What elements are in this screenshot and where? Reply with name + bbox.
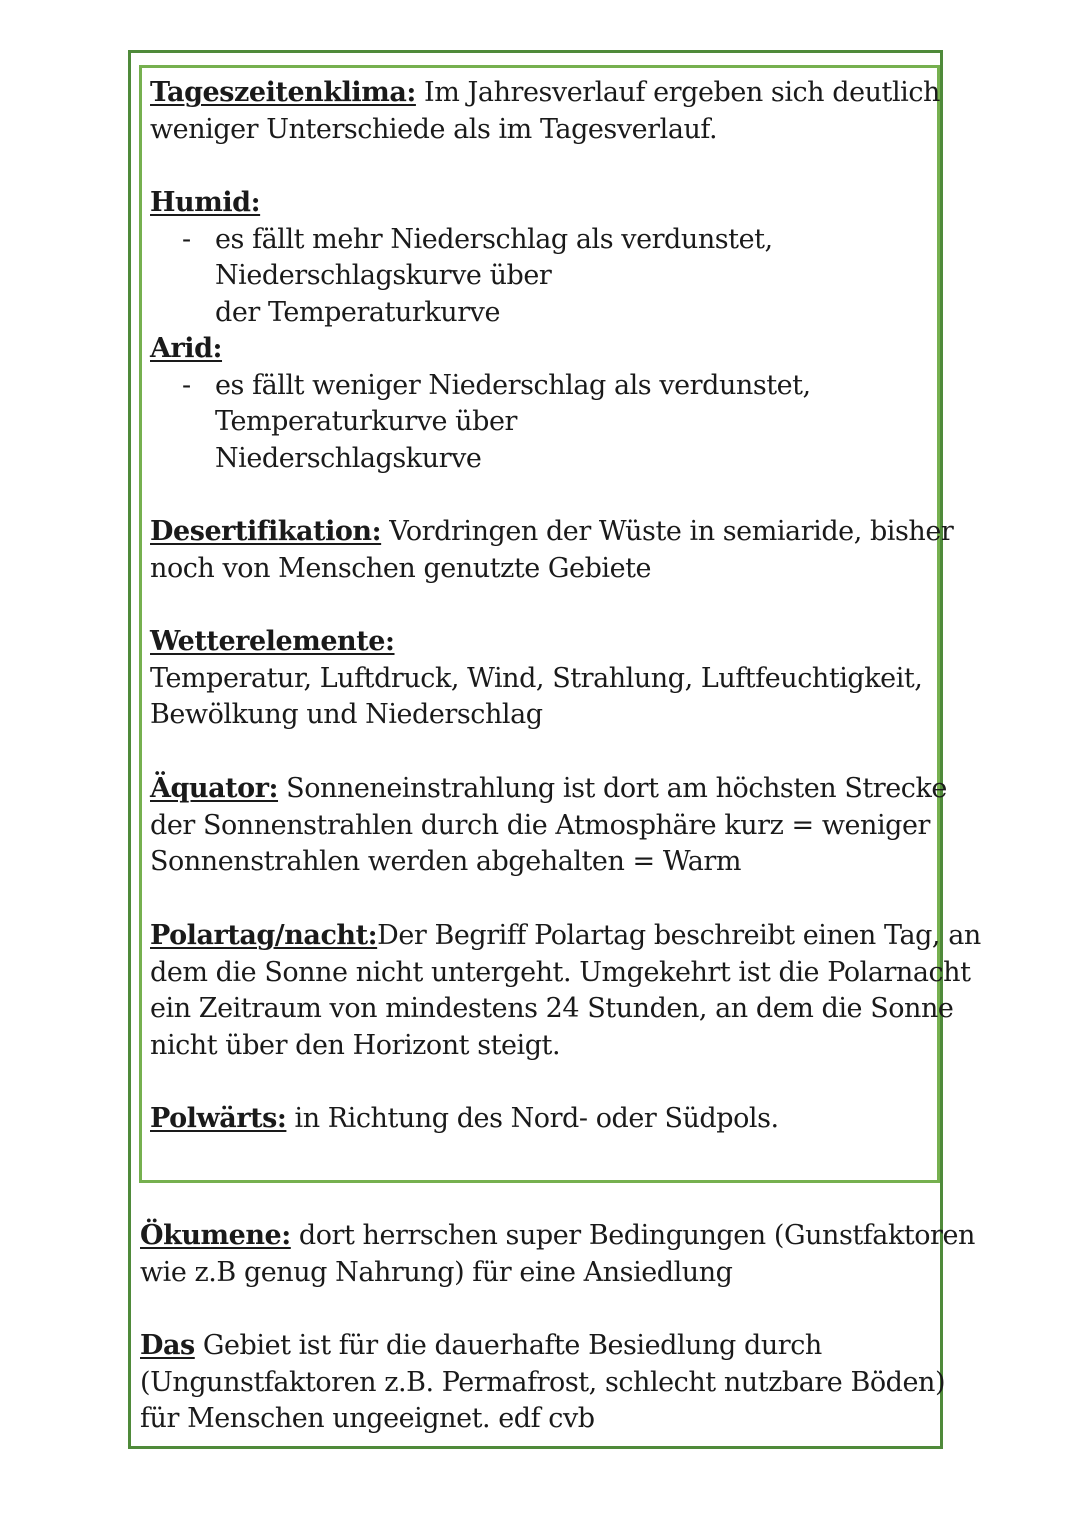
term-humid: Humid: [150,187,261,218]
definition-oekumene [140,1218,975,1291]
definition-aequator [150,771,947,881]
definition-text: (Ungunstfaktoren z.B. Permafrost, schlecht nutzbare Böden) [140,1366,946,1398]
definition-text: dem die Sonne nicht untergeht. Umgekehrt ist die Polarnacht [150,956,971,988]
definition-desertifikation [150,514,953,587]
definition-humid [150,185,773,331]
definition-polartag [150,918,981,1064]
definition-anoekumene [140,1328,945,1438]
definition-text: noch von Menschen genutzte Gebiete [150,552,652,584]
definition-text: der Sonnenstrahlen durch die Atmosphäre kurz = weniger [150,809,930,841]
term-das: Das [140,1330,195,1361]
term-oekumene: Ökumene: [140,1220,291,1251]
definition-text: der Temperaturkurve [215,296,500,328]
term-polartag: Polartag/nacht: [150,920,378,951]
definition-text: wie z.B genug Nahrung) für eine Ansiedlung [140,1256,733,1288]
definition-text: es fällt mehr Niederschlag als verdunstet, [215,223,773,255]
definition-text: nicht über den Horizont steigt. [150,1029,561,1061]
definition-text: dort herrschen super Bedingungen (Gunstfaktoren [290,1220,975,1251]
definition-text: weniger Unterschiede als im Tagesverlauf. [150,113,718,145]
term-arid: Arid: [150,333,223,364]
term-polwaerts: Polwärts: [150,1103,287,1134]
definition-arid [150,331,811,477]
definition-text: ein Zeitraum von mindestens 24 Stunden, an dem die Sonne [150,993,954,1024]
definition-text: Temperatur, Luftdruck, Wind, Strahlung, Luftfeuchtigkeit, [150,662,923,694]
definition-text: Vordringen der Wüste in semiaride, bisher [381,516,954,547]
definition-text: Gebiet ist für die dauerhafte Besiedlung durch [194,1330,822,1361]
definition-text: für Menschen ungeeignet. edf cvb [140,1403,595,1434]
definition-text: Temperaturkurve über [215,406,517,437]
term-tageszeitenklima: Tageszeitenklima: [150,77,416,108]
definition-wetterelemente [150,624,922,734]
term-desertifikation: Desertifikation: [150,516,382,547]
definition-text: es fällt weniger Niederschlag als verdunstet, [215,369,811,401]
definition-text: Niederschlagskurve über [215,260,552,291]
definition-text: Bewölkung und Niederschlag [150,699,543,730]
term-aequator: Äquator: [150,773,279,804]
definition-text: Im Jahresverlauf ergeben sich deutlich [415,77,940,108]
bullet-dash: - [182,223,191,255]
term-wetterelemente: Wetterelemente: [150,626,395,657]
definition-text: Sonneneinstrahlung ist dort am höchsten Strecke [278,773,947,804]
definition-text: in Richtung des Nord- oder Südpols. [286,1103,779,1134]
definition-text: Sonnenstrahlen werden abgehalten = Warm [150,846,742,877]
bullet-dash: - [182,369,191,401]
definition-text: Der Begriff Polartag beschreibt einen Tag, an [377,920,981,951]
definition-polwaerts [150,1101,779,1138]
definition-tageszeitenklima [150,75,940,148]
definition-text: Niederschlagskurve [215,442,482,474]
